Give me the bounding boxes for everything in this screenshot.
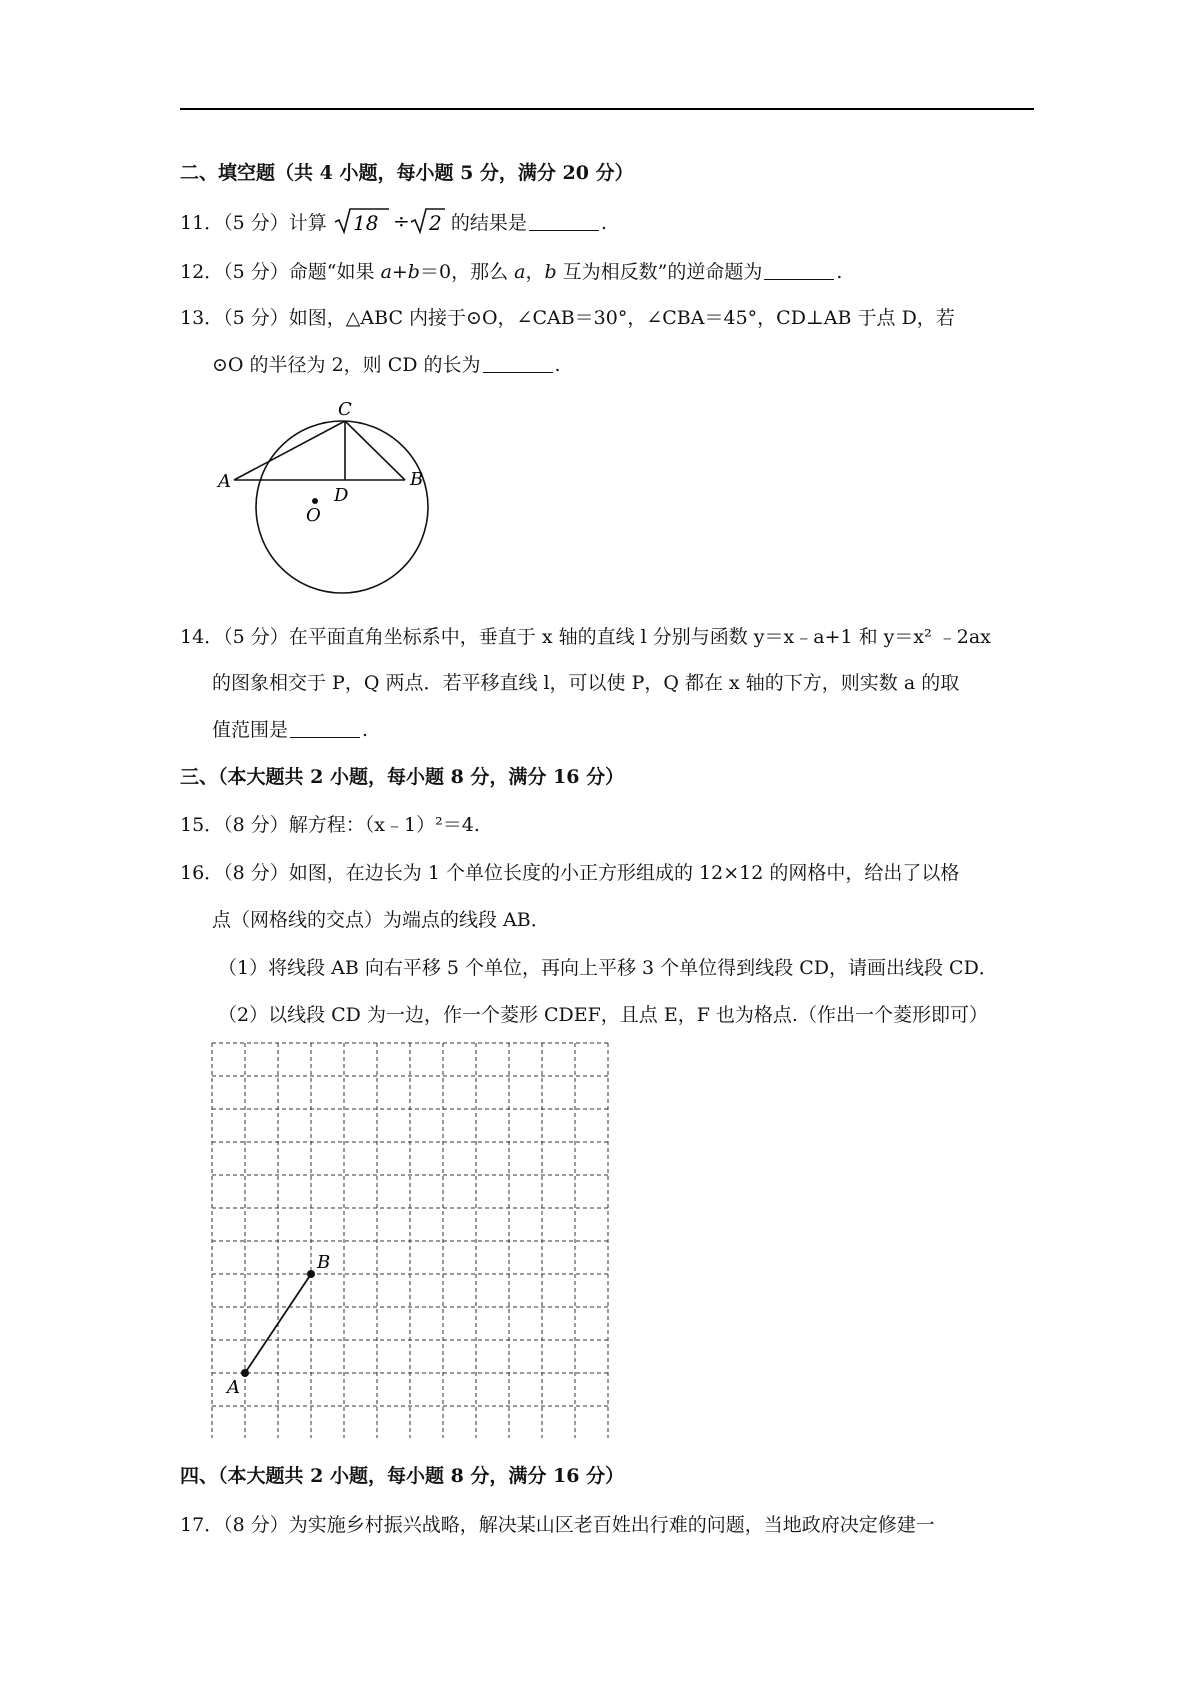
label-d: D bbox=[334, 485, 349, 506]
section-2-title: 二、填空题（共 4 小题，每小题 5 分，满分 20 分） bbox=[180, 162, 634, 184]
label-a: A bbox=[218, 471, 231, 492]
q11-radicand-2: 2 bbox=[428, 211, 442, 235]
section-4-title: 四、（本大题共 2 小题，每小题 8 分，满分 16 分） bbox=[180, 1465, 625, 1487]
question-17: 17．（8 分）为实施乡村振兴战略，解决某山区老百姓出行难的问题，当地政府决定修建一 bbox=[180, 1514, 935, 1536]
q11-tail: 的结果是 bbox=[450, 212, 527, 234]
question-12 bbox=[180, 257, 842, 284]
q14-answer-blank bbox=[290, 718, 360, 738]
q13-line-2-text: ⊙O 的半径为 2，则 CD 的长为 bbox=[212, 354, 481, 376]
label-a: A bbox=[227, 1377, 240, 1398]
circle-o bbox=[256, 421, 428, 593]
q12-end: . bbox=[836, 261, 843, 283]
question-16-line-2: 点（网格线的交点）为端点的线段 AB． bbox=[212, 909, 550, 931]
q13-circle-figure bbox=[210, 395, 440, 595]
q12-answer-blank bbox=[764, 260, 834, 280]
label-b: B bbox=[410, 469, 424, 490]
question-15: 15．（8 分）解方程：（x﹣1）²＝4. bbox=[180, 814, 480, 836]
q13-answer-blank bbox=[483, 353, 553, 373]
question-13-line-2 bbox=[212, 350, 561, 377]
q11-answer-blank bbox=[529, 211, 599, 231]
segment-cb bbox=[345, 421, 405, 480]
header-rule bbox=[180, 108, 1034, 110]
q11-division-sign: ÷ bbox=[392, 209, 410, 233]
q12-var-b: b bbox=[544, 261, 557, 283]
q12-text-1: 12．（5 分）命题“如果 bbox=[180, 261, 381, 283]
label-c: C bbox=[338, 399, 352, 420]
question-16-part-2: （2）以线段 CD 为一边，作一个菱形 CDEF，且点 E，F 也为格点.（作出一个菱形即可） bbox=[218, 1004, 988, 1026]
q14-line-3-text: 值范围是 bbox=[212, 719, 289, 741]
question-14-line-1: 14．（5 分）在平面直角坐标系中，垂直于 x 轴的直线 l 分别与函数 y＝x﹣a+1 和 y＝x² ﹣2ax bbox=[180, 626, 991, 648]
q12-expression: a+b bbox=[380, 261, 420, 283]
center-point-o bbox=[312, 498, 318, 504]
label-b: B bbox=[317, 1252, 331, 1273]
grid-lines bbox=[212, 1043, 608, 1438]
point-b bbox=[307, 1270, 315, 1278]
q12-text-2: ＝0，那么 bbox=[419, 261, 515, 283]
label-o: O bbox=[306, 505, 321, 526]
q11-radicand-1: 18 bbox=[352, 211, 379, 235]
q11-lead: 11．（5 分）计算 bbox=[180, 212, 327, 234]
q11-end: . bbox=[600, 212, 607, 234]
question-16-part-1: （1）将线段 AB 向右平移 5 个单位，再向上平移 3 个单位得到线段 CD，请画出线段 CD． bbox=[218, 957, 998, 979]
q12-text-4: 互为相反数”的逆命题为 bbox=[556, 261, 763, 283]
segment-ac bbox=[234, 421, 345, 480]
q12-var-a: a bbox=[514, 261, 526, 283]
question-13-line-1: 13．（5 分）如图，△ABC 内接于⊙O，∠CAB＝30°，∠CBA＝45°，CD⊥AB 于点 D，若 bbox=[180, 307, 955, 329]
section-3-title: 三、（本大题共 2 小题，每小题 8 分，满分 16 分） bbox=[180, 766, 625, 788]
q14-end: . bbox=[362, 719, 369, 741]
question-16-line-1: 16．（8 分）如图，在边长为 1 个单位长度的小正方形组成的 12×12 的网格中，给出了以格 bbox=[180, 862, 960, 884]
question-14-line-2: 的图象相交于 P，Q 两点．若平移直线 l，可以使 P，Q 都在 x 轴的下方，则实数 a 的取 bbox=[212, 672, 960, 694]
point-a bbox=[241, 1369, 249, 1377]
q16-grid-figure bbox=[205, 1038, 615, 1438]
question-11 bbox=[180, 206, 607, 236]
q13-end: . bbox=[554, 354, 561, 376]
q12-text-3: ， bbox=[525, 261, 545, 283]
question-14-line-3 bbox=[212, 715, 368, 742]
